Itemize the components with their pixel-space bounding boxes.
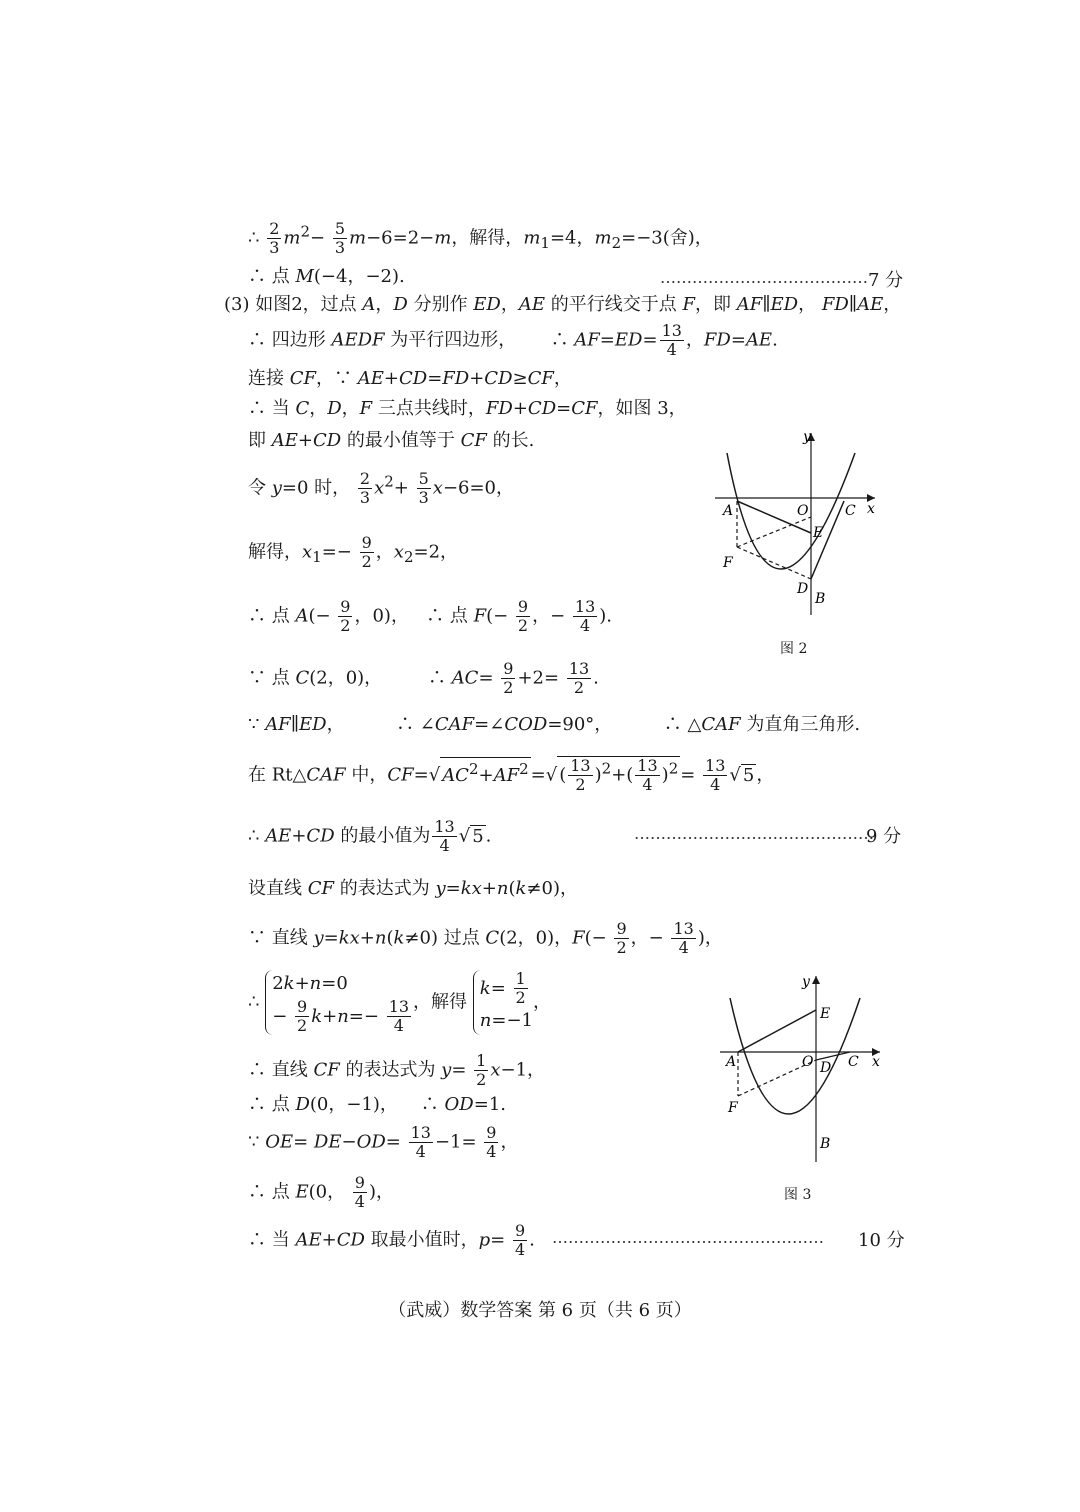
fig2-label-b: B — [815, 591, 826, 607]
figure-2-caption: 图 2 — [780, 641, 808, 657]
line-13: 在 Rt△CAF 中，CF=√ $AC^2+AF^2$ =√ ( $\frac{13}{2}$ )$^2$+( $\frac{13}{4}$ )$^2$ = $\frac{13}{4}$ √ 5 ， — [248, 756, 775, 794]
line-17: ∴ 2k+n=0 − $\frac{9}{2}$ k+n=− $\frac{13}{4}$ ，解得 k= $\frac{1}{2}$ n=−1， — [248, 969, 551, 1035]
line-8: 令 y=0 时， $\frac{2}{3}$ $x^2+$ $\frac{5}{3}$ x−6=0， — [248, 469, 515, 507]
line-10: ∴ 点 A(− $\frac{9}{2}$ ，0)， ∴ 点 F(− $\frac{9}{2}$ ，− $\frac{13}{4}$ ). — [248, 597, 612, 635]
fig3-label-a: A — [726, 1054, 737, 1070]
figure-3 — [710, 970, 890, 1170]
line-6: ∴ 当 C，D，F 三点共线时，FD+CD=CF，如图 3， — [248, 398, 687, 419]
score-dots: ……………………………………… — [634, 824, 874, 843]
fig3-label-c: C — [848, 1054, 859, 1070]
fig3-label-e: E — [820, 1006, 831, 1022]
line-22: ∴ 当 AE+CD 取最小值时，p= $\frac{9}{4}$ . — [248, 1221, 535, 1259]
fig3-label-x: x — [872, 1054, 880, 1070]
line-18: ∴ 直线 CF 的表达式为 y= $\frac{1}{2}$ x−1， — [248, 1051, 546, 1089]
score-dots: ………………………………… — [660, 268, 868, 287]
figure-3-caption: 图 3 — [784, 1187, 812, 1203]
fig3-label-f: F — [728, 1100, 738, 1116]
fig3-label-b: B — [820, 1136, 831, 1152]
line-14: ∴ AE+CD 的最小值为 $\frac{13}{4}$ √ 5 . — [248, 817, 492, 855]
fig2-label-o: O — [797, 503, 809, 519]
line-2: ∴ 点 M(−4，−2). — [248, 266, 405, 287]
line-1: ∴ $\frac{2}{3}$ $m^2-$ $\frac{5}{3}$ m−6=2−m，解得，$m_1=4$，$m_2=-3$(舍)， — [248, 219, 713, 257]
score-dots: …………………………………………… — [552, 1228, 824, 1247]
line-21: ∴ 点 E(0， $\frac{9}{4}$ )， — [248, 1173, 395, 1211]
score-10: 10 分 — [858, 1230, 905, 1251]
fig2-label-a: A — [723, 503, 734, 519]
line-15: 设直线 CF 的表达式为 y=kx+n(k≠0)， — [248, 878, 578, 899]
fig2-label-x: x — [867, 501, 875, 517]
line-16: ∵ 直线 y=kx+n(k≠0) 过点 C(2，0)，F(− $\frac{9}{2}$ ，− $\frac{13}{4}$ )， — [248, 919, 723, 957]
fig2-label-d: D — [797, 581, 809, 597]
line-5: 连接 CF，∵ AE+CD=FD+CD≥CF， — [248, 368, 572, 389]
line-19: ∴ 点 D(0，−1)， ∴ OD=1. — [248, 1094, 506, 1115]
line-7: 即 AE+CD 的最小值等于 CF 的长. — [248, 430, 535, 451]
fig2-label-e: E — [813, 525, 824, 541]
line-4: ∴ 四边形 AEDF 为平行四边形， ∴ AF=ED= $\frac{13}{4}$ ，FD=AE. — [248, 321, 778, 359]
fig2-label-y: y — [803, 429, 811, 445]
line-20: ∵ OE= DE−OD= $\frac{13}{4}$ −1= $\frac{9}{4}$ ， — [248, 1123, 519, 1161]
fig2-label-c: C — [845, 503, 856, 519]
page-footer: （武威）数学答案 第 6 页（共 6 页） — [388, 1300, 692, 1321]
score-7: 7 分 — [868, 270, 904, 291]
fig3-label-d: D — [820, 1060, 832, 1076]
line-11: ∵ 点 C(2，0)， ∴ AC= $\frac{9}{2}$ +2= $\frac{13}{2}$ . — [248, 659, 599, 697]
line-3: (3) 如图2，过点 A，D 分别作 ED，AE 的平行线交于点 F，即 AF∥ED， FD∥AE， — [224, 294, 902, 315]
fig3-label-y: y — [802, 974, 810, 990]
line-9: 解得，$x_1=-$ $\frac{9}{2}$ ，$x_2=2$， — [248, 533, 459, 571]
score-9: 9 分 — [866, 826, 902, 847]
fig3-label-o: O — [802, 1054, 814, 1070]
line-12: ∵ AF∥ED， ∴ ∠CAF=∠COD=90°， ∴ △CAF 为直角三角形. — [248, 714, 861, 735]
fig2-label-f: F — [723, 555, 733, 571]
figure-2 — [705, 425, 885, 625]
